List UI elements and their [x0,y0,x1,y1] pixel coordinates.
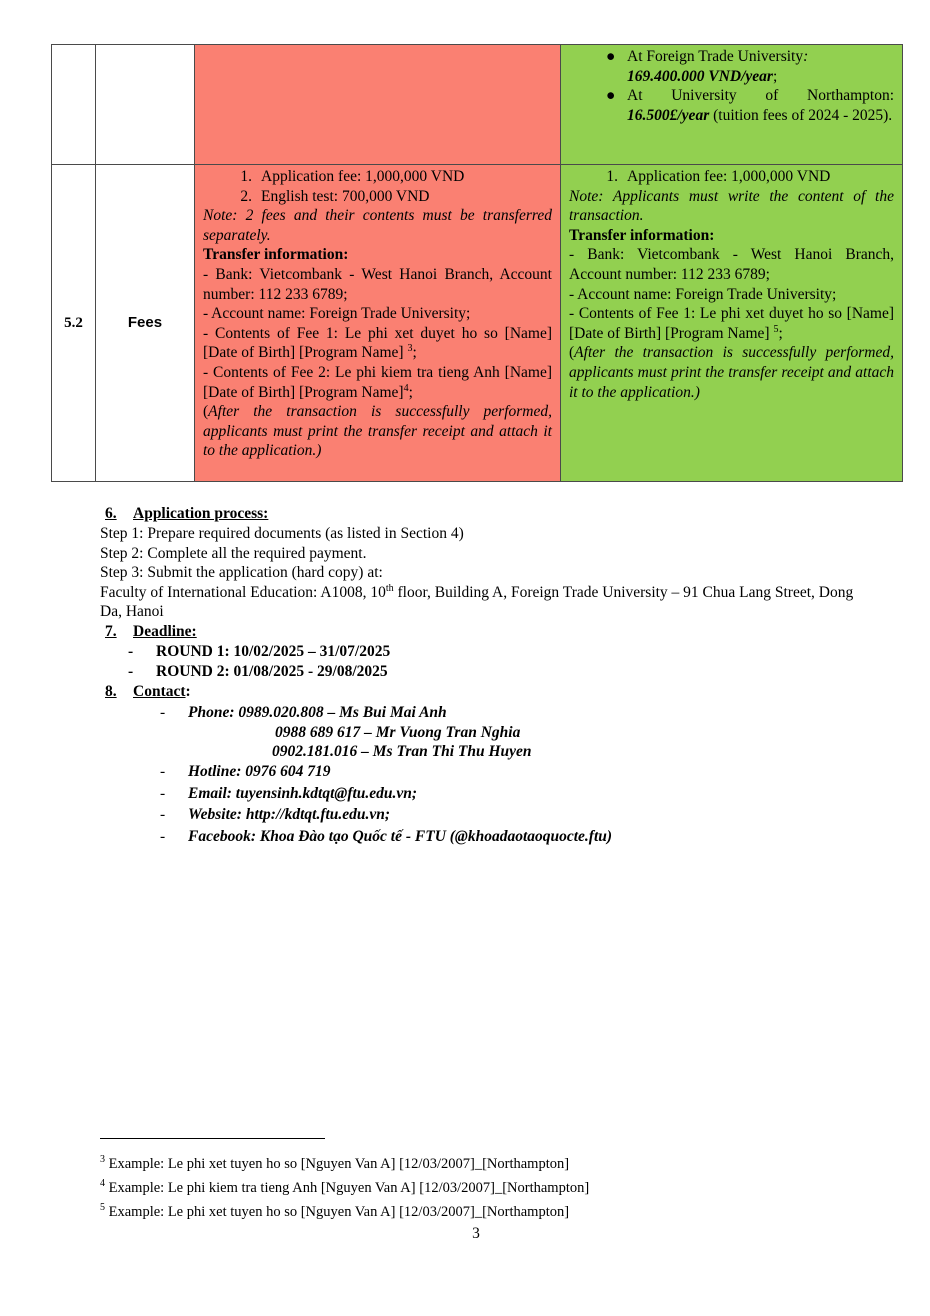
contact-phone-2: 0988 689 617 – Mr Vuong Tran Nghia [275,724,521,742]
list-item: 2. English test: 700,000 VND [240,187,430,205]
tuition-ftu-amount: 169.400.000 VND/year [627,67,773,85]
fees-label: Fees [127,314,163,332]
tuition-row [52,45,903,165]
footnote-ref[interactable]: 3 [407,343,413,355]
after-transaction-note: (After the transaction is successfully performed, applicants must print the transfer receipt and attach it to the application.) [203,403,552,460]
step-1: Step 1: Prepare required documents (as listed in Section 4) [100,525,464,542]
contact-facebook: - Facebook: Khoa Đào tạo Quốc tế - FTU (@khoadaotaoquocte.ftu) [160,827,613,845]
footnote: $^5$ Example: Le phi xet tuyen ho so [Nguyen Van A] [12/03/2007]_[Northampton] [100,1202,570,1220]
fee2-contents: - Contents of Fee 2: Le phi kiem tra tieng Anh [Name] [Date of Birth] [Program Name]$^4$; [203,363,552,401]
tuition-northampton-label: At University of Northampton: [627,87,894,105]
body-sections [100,504,870,847]
submission-address: Faculty of International Education: A1008, 10th floor, Building A, Foreign Trade University – 91 Chua Lang Street, Dong Da, Hanoi [100,582,854,621]
tuition-ftu-item [569,47,894,86]
round-item: - ROUND 1: 10/02/2025 – 31/07/2025 [128,642,391,660]
contact-phone-3: 0902.181.016 – Ms Tran Thi Thu Huyen [272,743,532,761]
section-heading-deadline: 7. Deadline: [105,622,197,640]
contact-phone: - Phone: 0989.020.808 – Ms Bui Mai Anh [160,703,447,721]
tuition-label-cell [96,45,195,165]
fees-row [52,165,903,482]
footnote-ref[interactable]: 5 [773,323,779,335]
bullet-icon: ● [606,87,616,105]
tuition-ftu-suffix: ; [772,67,778,85]
bank-info: - Bank: Vietcombank - West Hanoi Branch, Account number: 112 233 6789; [569,246,894,283]
bullet-icon: ● [606,48,616,65]
footnote-separator [100,1138,325,1139]
after-transaction-note: (After the transaction is successfully performed, applicants must print the transfer receipt and attach it to the application.) [569,344,894,401]
tuition-red-cell [195,45,561,165]
tuition-northampton-suffix: (tuition fees of 2024 - 2025). [709,106,893,124]
fees-note: Note: 2 fees and their contents must be transferred separately. [203,207,552,244]
section-heading-application-process: 6. Application process: [105,505,269,522]
fees-number-cell [52,165,96,482]
footnote: $^3$ Example: Le phi xet tuyen ho so [Nguyen Van A] [12/03/2007]_[Northampton] [100,1154,570,1172]
fees-note: Note: Applicants must write the content of the transaction. [569,187,894,225]
section-number: 5.2 [64,314,83,331]
transfer-title: Transfer information: [569,226,715,244]
account-name: - Account name: Foreign Trade University; [569,285,837,303]
tuition-ftu-colon: : [803,48,809,65]
fees-green-cell [561,165,903,482]
fee1-contents: - Contents of Fee 1: Le phi xet duyet ho so [Name] [Date of Birth] [Program Name] $^3$; [203,324,552,362]
contact-website: - Website: http://kdtqt.ftu.edu.vn; [160,806,391,824]
footnote-ref[interactable]: 4 [403,382,409,394]
step-2: Step 2: Complete all the required payment. [100,544,367,562]
round-item: - ROUND 2: 01/08/2025 - 29/08/2025 [128,662,388,680]
account-name: - Account name: Foreign Trade University; [203,305,471,323]
footnote: $^4$ Example: Le phi kiem tra tieng Anh [Nguyen Van A] [12/03/2007]_[Northampton] [100,1178,590,1196]
transfer-title: Transfer information: [203,246,349,264]
tuition-ftu-label: At Foreign Trade University [627,48,804,65]
footnotes [100,1152,589,1224]
list-item: 1. Application fee: 1,000,000 VND [240,168,465,185]
tuition-northampton-amount: 16.500£/year [627,106,710,124]
section-heading-contact: 8. Contact: [105,682,191,700]
tuition-number-cell [52,45,96,165]
fee-table [51,44,903,482]
list-item: 1. Application fee: 1,000,000 VND [606,168,831,185]
page-number: 3 [472,1225,480,1242]
tuition-northampton-item [569,86,894,125]
bank-info: - Bank: Vietcombank - West Hanoi Branch, Account number: 112 233 6789; [203,265,552,303]
tuition-green-cell [561,45,903,165]
fees-red-cell [195,165,561,482]
fee1-contents: - Contents of Fee 1: Le phi xet duyet ho so [Name] [Date of Birth] [Program Name] $^5$; [569,305,894,342]
fees-label-cell [96,165,195,482]
step-3: Step 3: Submit the application (hard copy) at: [100,564,383,582]
contact-hotline: - Hotline: 0976 604 719 [160,763,331,781]
contact-email: - Email: tuyensinh.kdtqt@ftu.edu.vn; [160,784,418,802]
